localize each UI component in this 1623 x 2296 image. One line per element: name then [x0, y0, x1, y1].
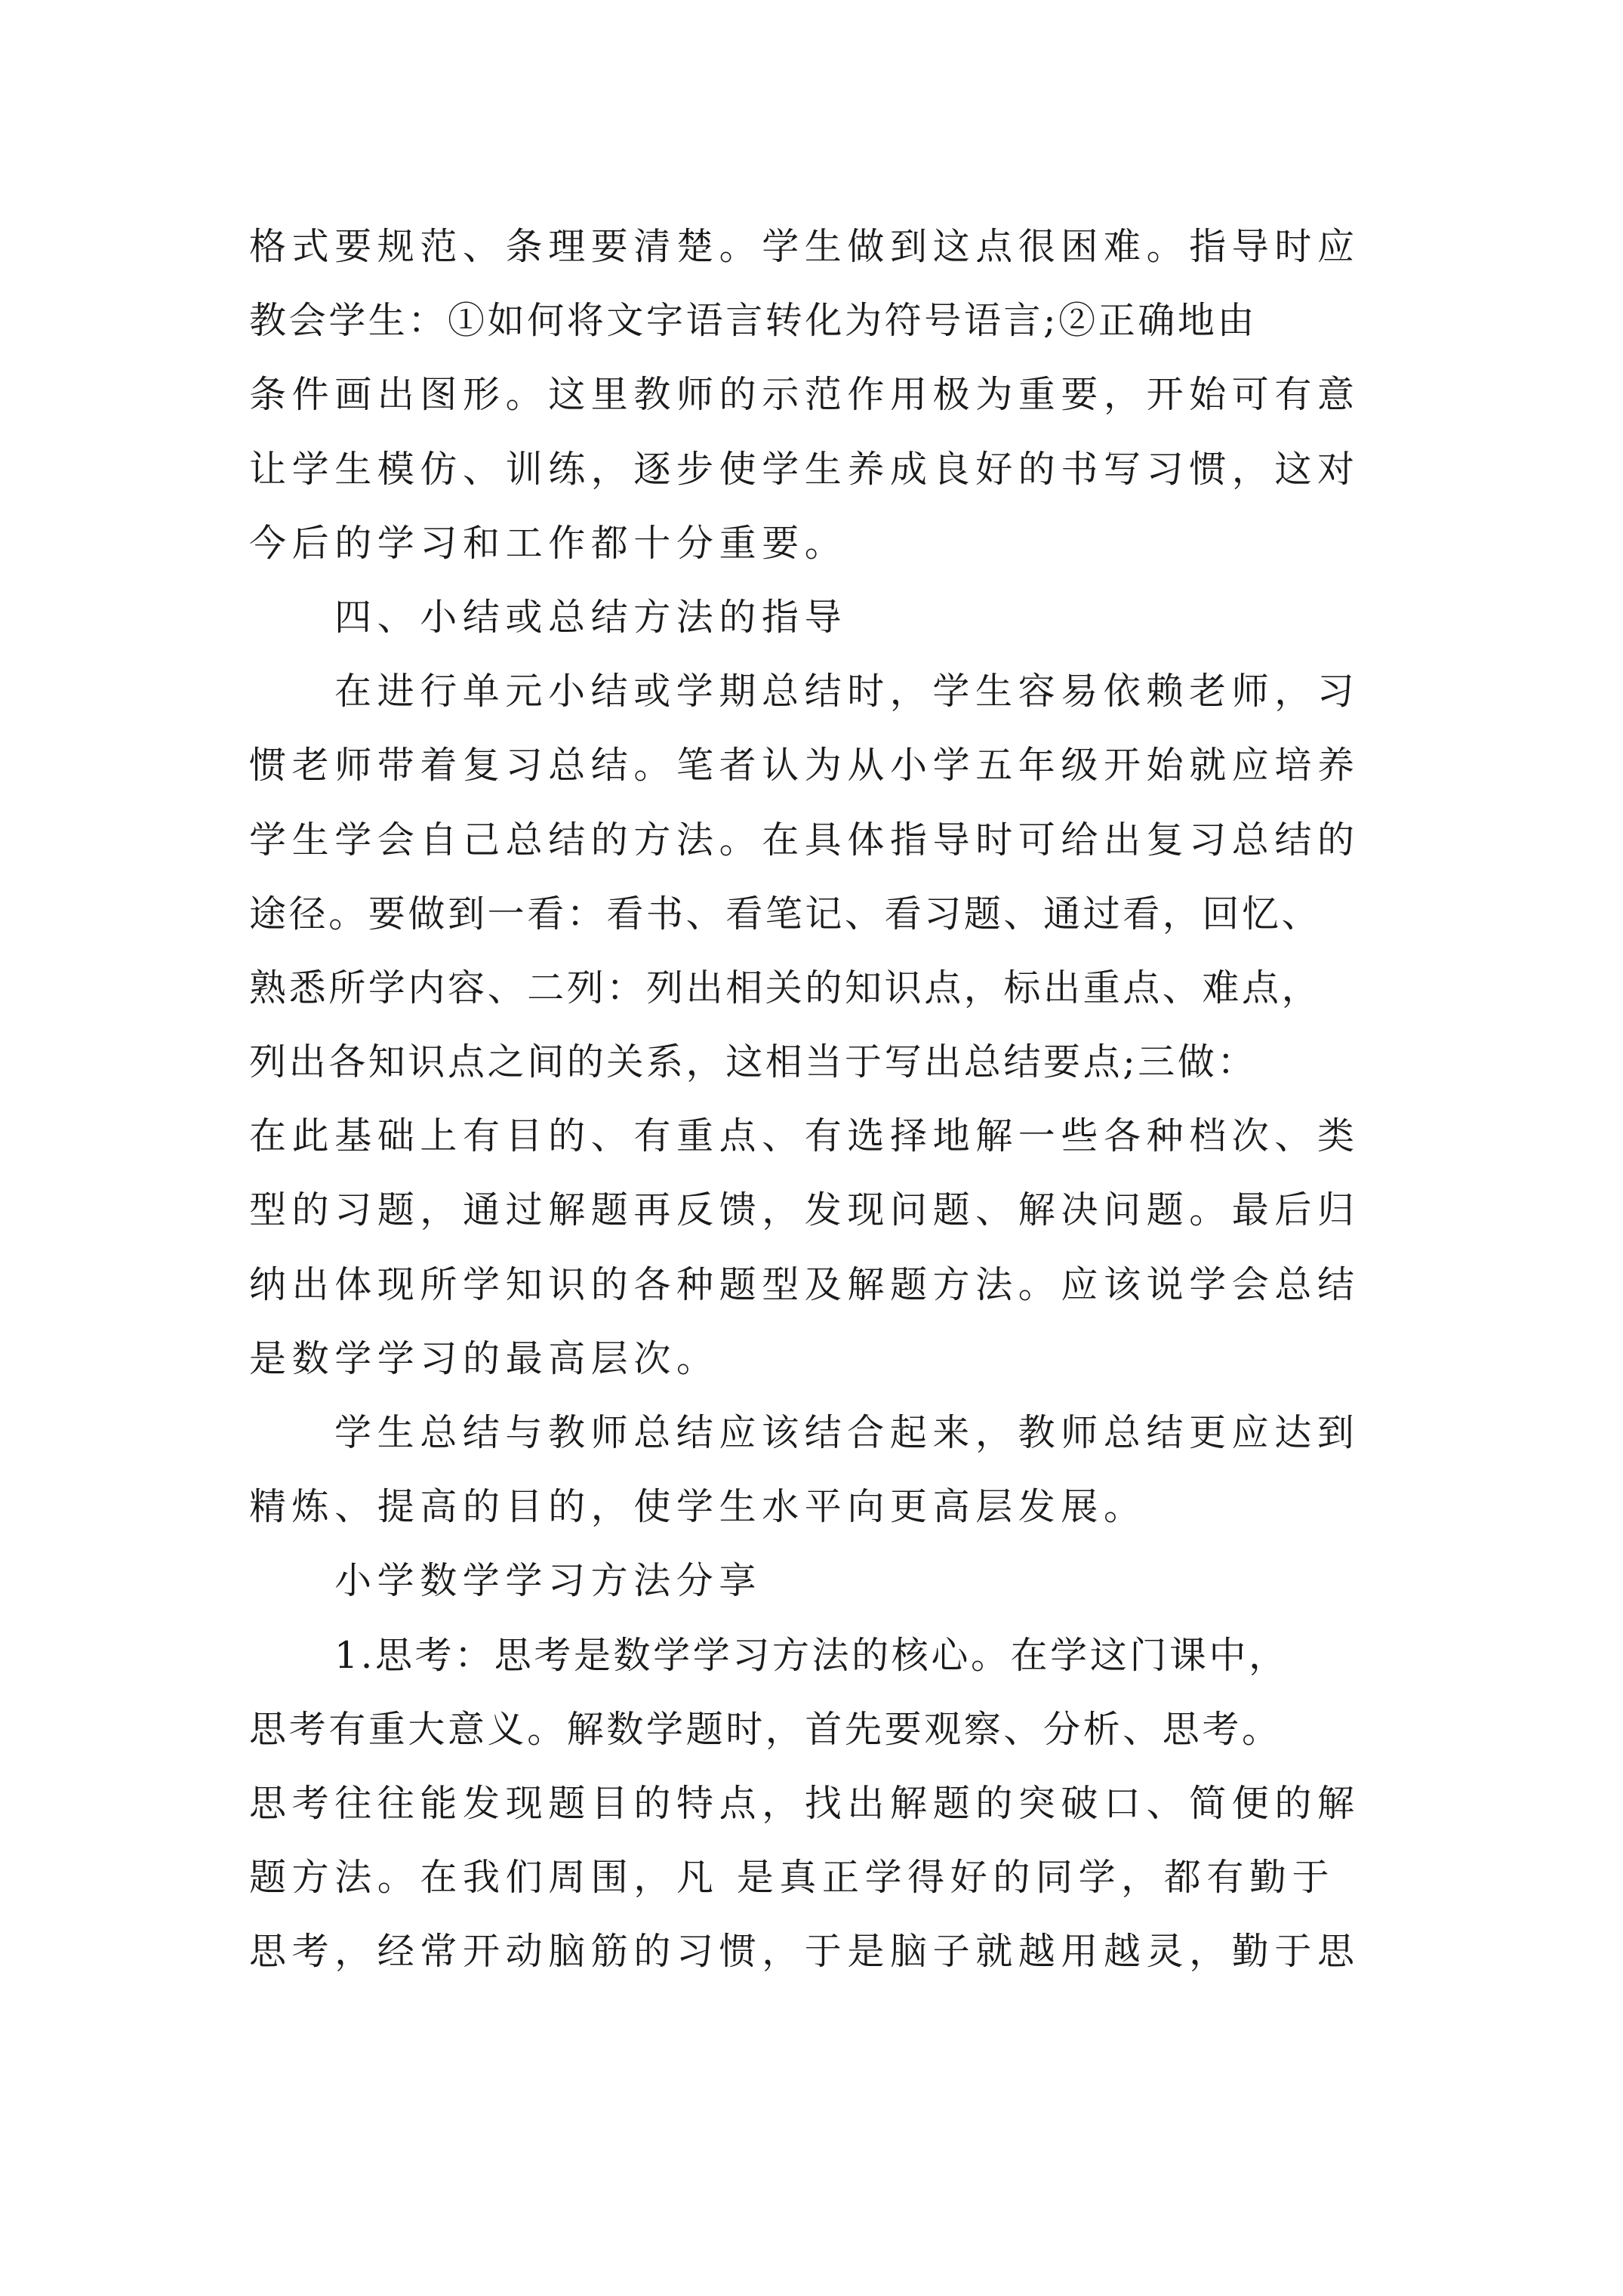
text-line: 题方法。在我们周围，凡 是真正学得好的同学，都有勤于 [249, 1856, 1335, 1900]
text-line: 格式要规范、条理要清楚。学生做到这点很困难。指导时应 [249, 225, 1360, 268]
text-line: 在此基础上有目的、有重点、有选择地解一些各种档次、类 [249, 1114, 1360, 1158]
section-heading: 小学数学学习方法分享 [334, 1559, 762, 1603]
text-line: 思考有重大意义。解数学题时，首先要观察、分析、思考。 [249, 1707, 1282, 1751]
text-line: 精炼、提高的目的，使学生水平向更高层发展。 [249, 1485, 1147, 1529]
text-line: 1.思考：思考是数学学习方法的核心。在学这门课中， [334, 1633, 1289, 1677]
document-body [249, 210, 1381, 1989]
section-heading: 四、小结或总结方法的指导 [334, 595, 848, 639]
text-line: 型的习题，通过解题再反馈，发现问题、解决问题。最后归 [249, 1188, 1360, 1232]
text-line: 思考往往能发现题目的特点，找出解题的突破口、简便的解 [249, 1781, 1360, 1825]
text-line: 熟悉所学内容、二列：列出相关的知识点，标出重点、难点， [249, 966, 1322, 1009]
text-line: 在进行单元小结或学期总结时，学生容易依赖老师，习 [334, 670, 1360, 713]
text-line: 学生学会自己总结的方法。在具体指导时可给出复习总结的 [249, 818, 1360, 861]
text-line: 是数学学习的最高层次。 [249, 1336, 719, 1380]
text-line: 纳出体现所学知识的各种题型及解题方法。应该说学会总结 [249, 1262, 1360, 1306]
text-line: 惯老师带着复习总结。笔者认为从小学五年级开始就应培养 [249, 744, 1360, 787]
text-line: 教会学生：①如何将文字语言转化为符号语言;②正确地由 [249, 299, 1258, 343]
text-line: 今后的学习和工作都十分重要。 [249, 521, 848, 565]
text-line: 途径。要做到一看：看书、看笔记、看习题、通过看，回忆、 [249, 892, 1322, 935]
text-line: 列出各知识点之间的关系，这相当于写出总结要点;三做： [249, 1040, 1258, 1084]
text-line: 思考，经常开动脑筋的习惯，于是脑子就越用越灵，勤于思 [249, 1930, 1360, 1974]
text-line: 让学生模仿、训练，逐步使学生养成良好的书写习惯，这对 [249, 447, 1360, 491]
text-line: 条件画出图形。这里教师的示范作用极为重要，开始可有意 [249, 373, 1360, 417]
text-line: 学生总结与教师总结应该结合起来，教师总结更应达到 [334, 1411, 1360, 1454]
